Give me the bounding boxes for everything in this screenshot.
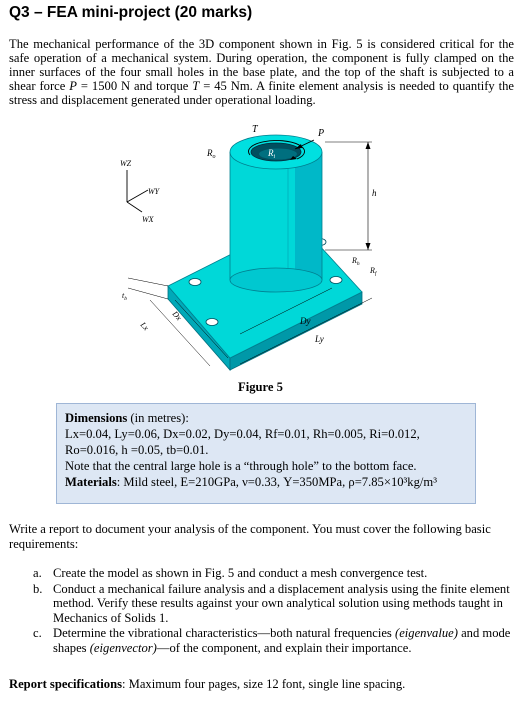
intro-paragraph: The mechanical performance of the 3D component shown in Fig. 5 is considered critical for the safe operation of a mechanical system. During operation, the component is fully clamped on the inner surfaces of the four small holes in the base plate, and the top of the shaft is subjected to a shear force P = 1500 N and torque T = 45 Nm. A finite element analysis is needed to quantify the stress and displacement generated under operational loading. [9, 37, 514, 107]
label-WY: WY [148, 187, 160, 196]
label-WZ: WZ [120, 159, 132, 168]
label-h: h [372, 188, 377, 198]
label-WX: WX [142, 215, 154, 224]
label-Ri: $R_i$ [268, 148, 276, 160]
base-hole-back-left [189, 279, 201, 286]
component-figure [100, 122, 430, 374]
label-T: T [252, 124, 258, 135]
label-Dx: Dx [170, 309, 184, 323]
figure-caption: Figure 5 [238, 380, 283, 394]
requirements-list [33, 566, 513, 656]
base-hole-front-left [206, 319, 218, 326]
dimensions-line-2: Ro=0.016, h =0.05, tb=0.01. [65, 443, 209, 457]
label-P: P [318, 128, 325, 139]
list-item: a. Create the model as shown in Fig. 5 and conduct a mesh convergence test. [33, 566, 428, 580]
label-tb: $t_b$ [122, 291, 127, 302]
dimensions-title: Dimensions [65, 411, 128, 425]
page-heading: Q3 – FEA mini-project (20 marks) [9, 4, 253, 21]
list-item: b. Conduct a mechanical failure analysis and a displacement analysis using the finite element method. Verify these results against your own analytical solution using methods taught in Mechanics of Solids 1. [33, 581, 510, 625]
dimensions-box: Dimensions (in metres): Lx=0.04, Ly=0.06, Dx=0.02, Dy=0.04, Rf=0.01, Rh=0.005, Ri=0.012, Ro=0.016, h =0.05, tb=0.01. Note that the central large hole is a “through hole” to the bottom face. Materials: Mild steel, E=210GPa, ν=0.33, Y=350MPa, ρ=7.85×10³kg/m³ [56, 403, 476, 504]
report-specifications: Report specifications: Maximum four pages, size 12 font, single line spacing. [9, 677, 406, 691]
label-Lx: Lx [138, 320, 151, 333]
label-Dy: Dy [300, 316, 311, 326]
label-Ly: Ly [315, 334, 324, 344]
dimensions-line-1: Lx=0.04, Ly=0.06, Dx=0.02, Dy=0.04, Rf=0.01, Rh=0.005, Ri=0.012, [65, 427, 420, 441]
axis-wy [127, 190, 148, 202]
base-hole-front-right [330, 277, 342, 284]
axis-wx [127, 202, 142, 212]
label-Rf: $R_f$ [370, 266, 377, 277]
label-Ro: $R_o$ [207, 148, 216, 160]
list-item: c. Determine the vibrational characteristics—both natural frequencies (eigenvalue) and mode shapes (eigenvector)—of the component, and explain their importance. [33, 626, 511, 655]
shaft-bottom-edge [230, 268, 322, 292]
label-Rh: $R_h$ [352, 256, 360, 267]
shaft-shade [295, 152, 322, 280]
materials-line: Materials: Mild steel, E=210GPa, ν=0.33, Y=350MPa, ρ=7.85×10³kg/m³ [65, 475, 437, 489]
report-intro: Write a report to document your analysis of the component. You must cover the following basic requirements: [9, 522, 491, 551]
dimensions-note: Note that the central large hole is a “through hole” to the bottom face. [65, 459, 417, 473]
